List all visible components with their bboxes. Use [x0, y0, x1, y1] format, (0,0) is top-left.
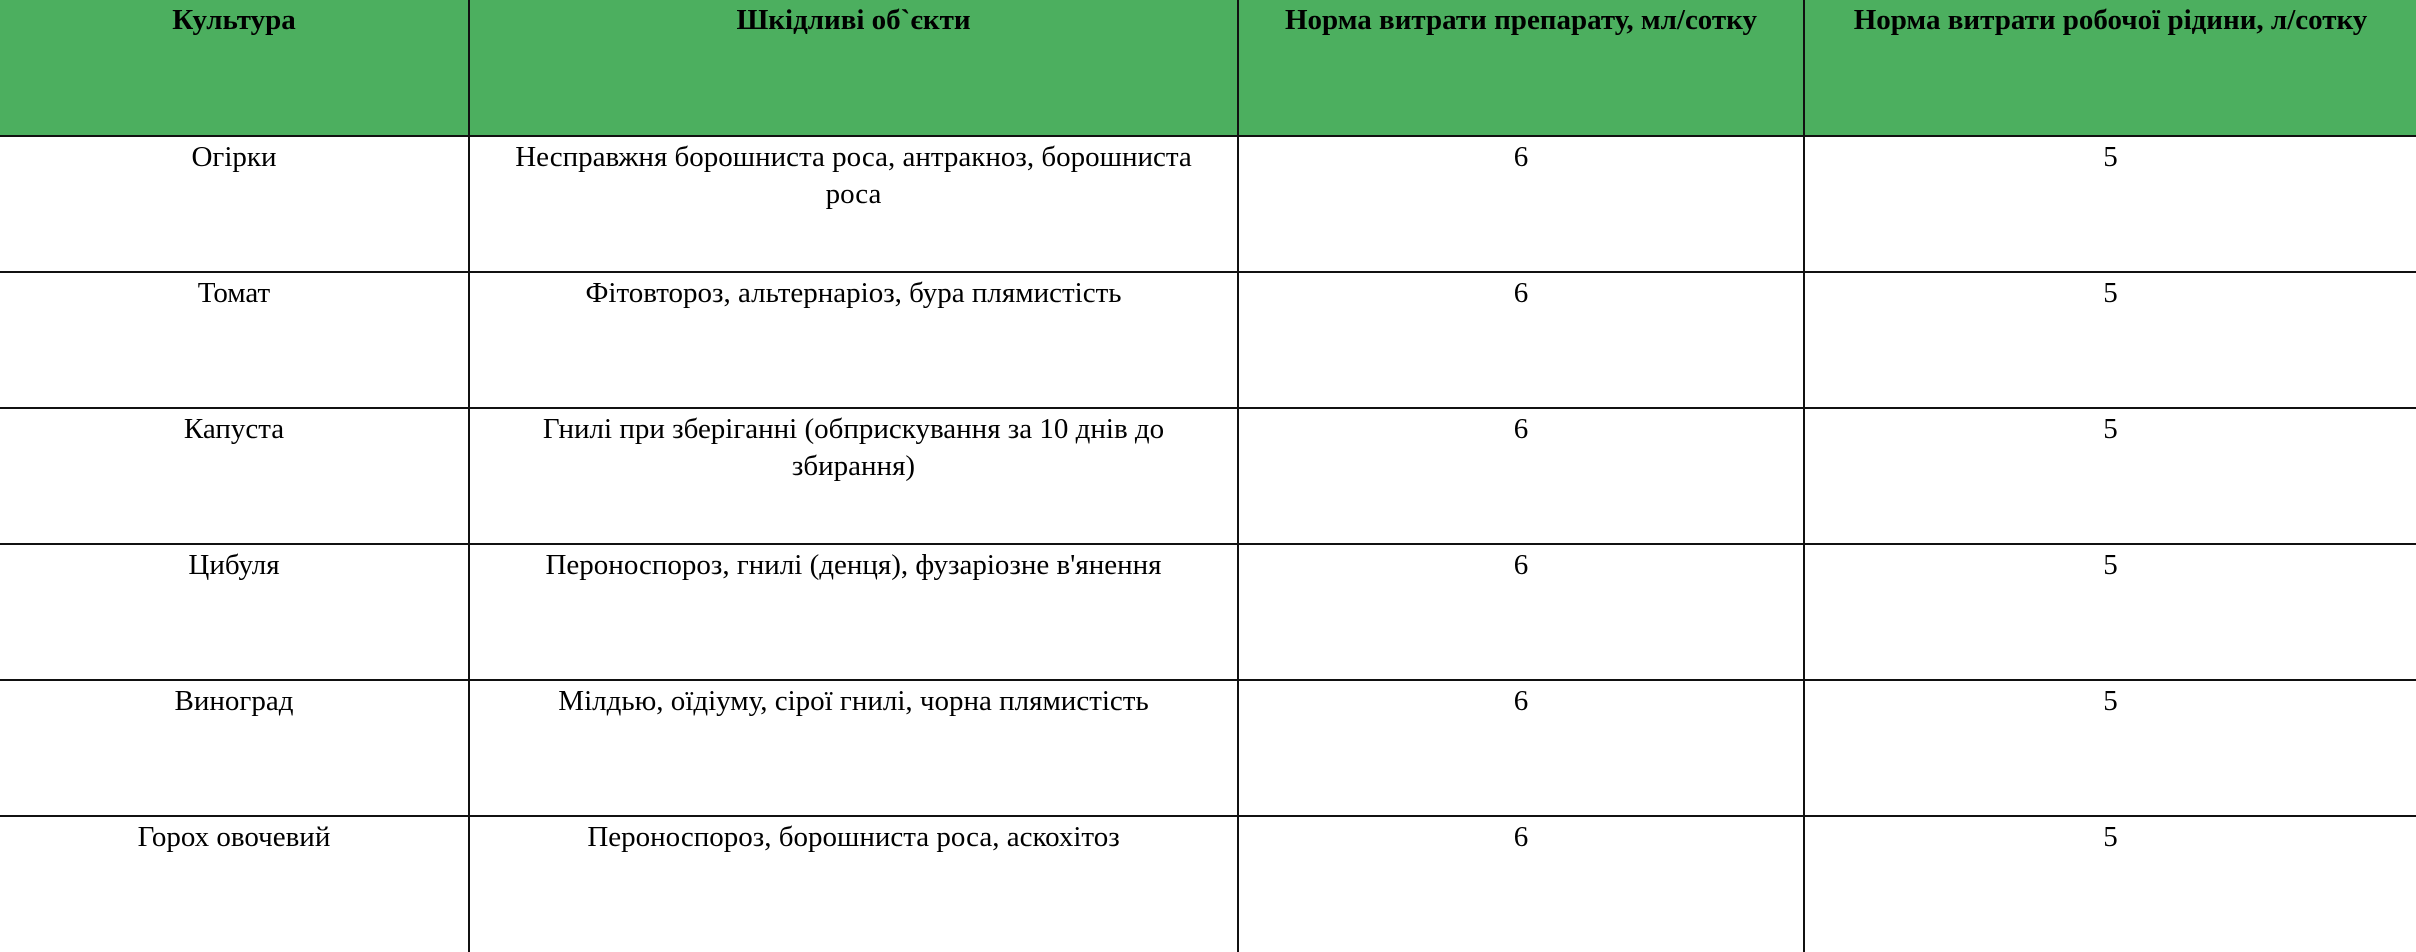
table-row: [0, 136, 2416, 272]
cell-pests: Пероноспороз, гнилі (денця), фузаріозне в'янення: [469, 544, 1238, 680]
cell-crop: Горох овочевий: [0, 816, 469, 952]
table-row: [0, 544, 2416, 680]
cell-liquid-rate: 5: [1804, 408, 2416, 544]
cell-pests: Фітовтороз, альтернаріоз, бура плямистість: [469, 272, 1238, 408]
cell-pests: Мілдью, оїдіуму, сірої гнилі, чорна плямистість: [469, 680, 1238, 816]
cell-liquid-rate: 5: [1804, 544, 2416, 680]
cell-pests: Пероноспороз, борошниста роса, аскохітоз: [469, 816, 1238, 952]
cell-pests: Несправжня борошниста роса, антракноз, борошниста роса: [469, 136, 1238, 272]
table-header-row: [0, 0, 2416, 136]
cell-liquid-rate: 5: [1804, 816, 2416, 952]
header-crop: Культура: [0, 0, 469, 136]
cell-crop: Огірки: [0, 136, 469, 272]
cell-product-rate: 6: [1238, 408, 1804, 544]
table-row: [0, 816, 2416, 952]
cell-product-rate: 6: [1238, 680, 1804, 816]
cell-liquid-rate: 5: [1804, 272, 2416, 408]
cell-product-rate: 6: [1238, 136, 1804, 272]
cell-crop: Капуста: [0, 408, 469, 544]
cell-pests: Гнилі при зберіганні (обприскування за 10 днів до збирання): [469, 408, 1238, 544]
cell-crop: Томат: [0, 272, 469, 408]
header-pests: Шкідливі об`єкти: [469, 0, 1238, 136]
header-product-rate: Норма витрати препарату, мл/сотку: [1238, 0, 1804, 136]
cell-crop: Цибуля: [0, 544, 469, 680]
cell-crop: Виноград: [0, 680, 469, 816]
table-row: [0, 680, 2416, 816]
cell-product-rate: 6: [1238, 544, 1804, 680]
table-row: [0, 272, 2416, 408]
header-liquid-rate: Норма витрати робочої рідини, л/сотку: [1804, 0, 2416, 136]
cell-liquid-rate: 5: [1804, 680, 2416, 816]
cell-liquid-rate: 5: [1804, 136, 2416, 272]
cell-product-rate: 6: [1238, 272, 1804, 408]
table-row: [0, 408, 2416, 544]
cell-product-rate: 6: [1238, 816, 1804, 952]
